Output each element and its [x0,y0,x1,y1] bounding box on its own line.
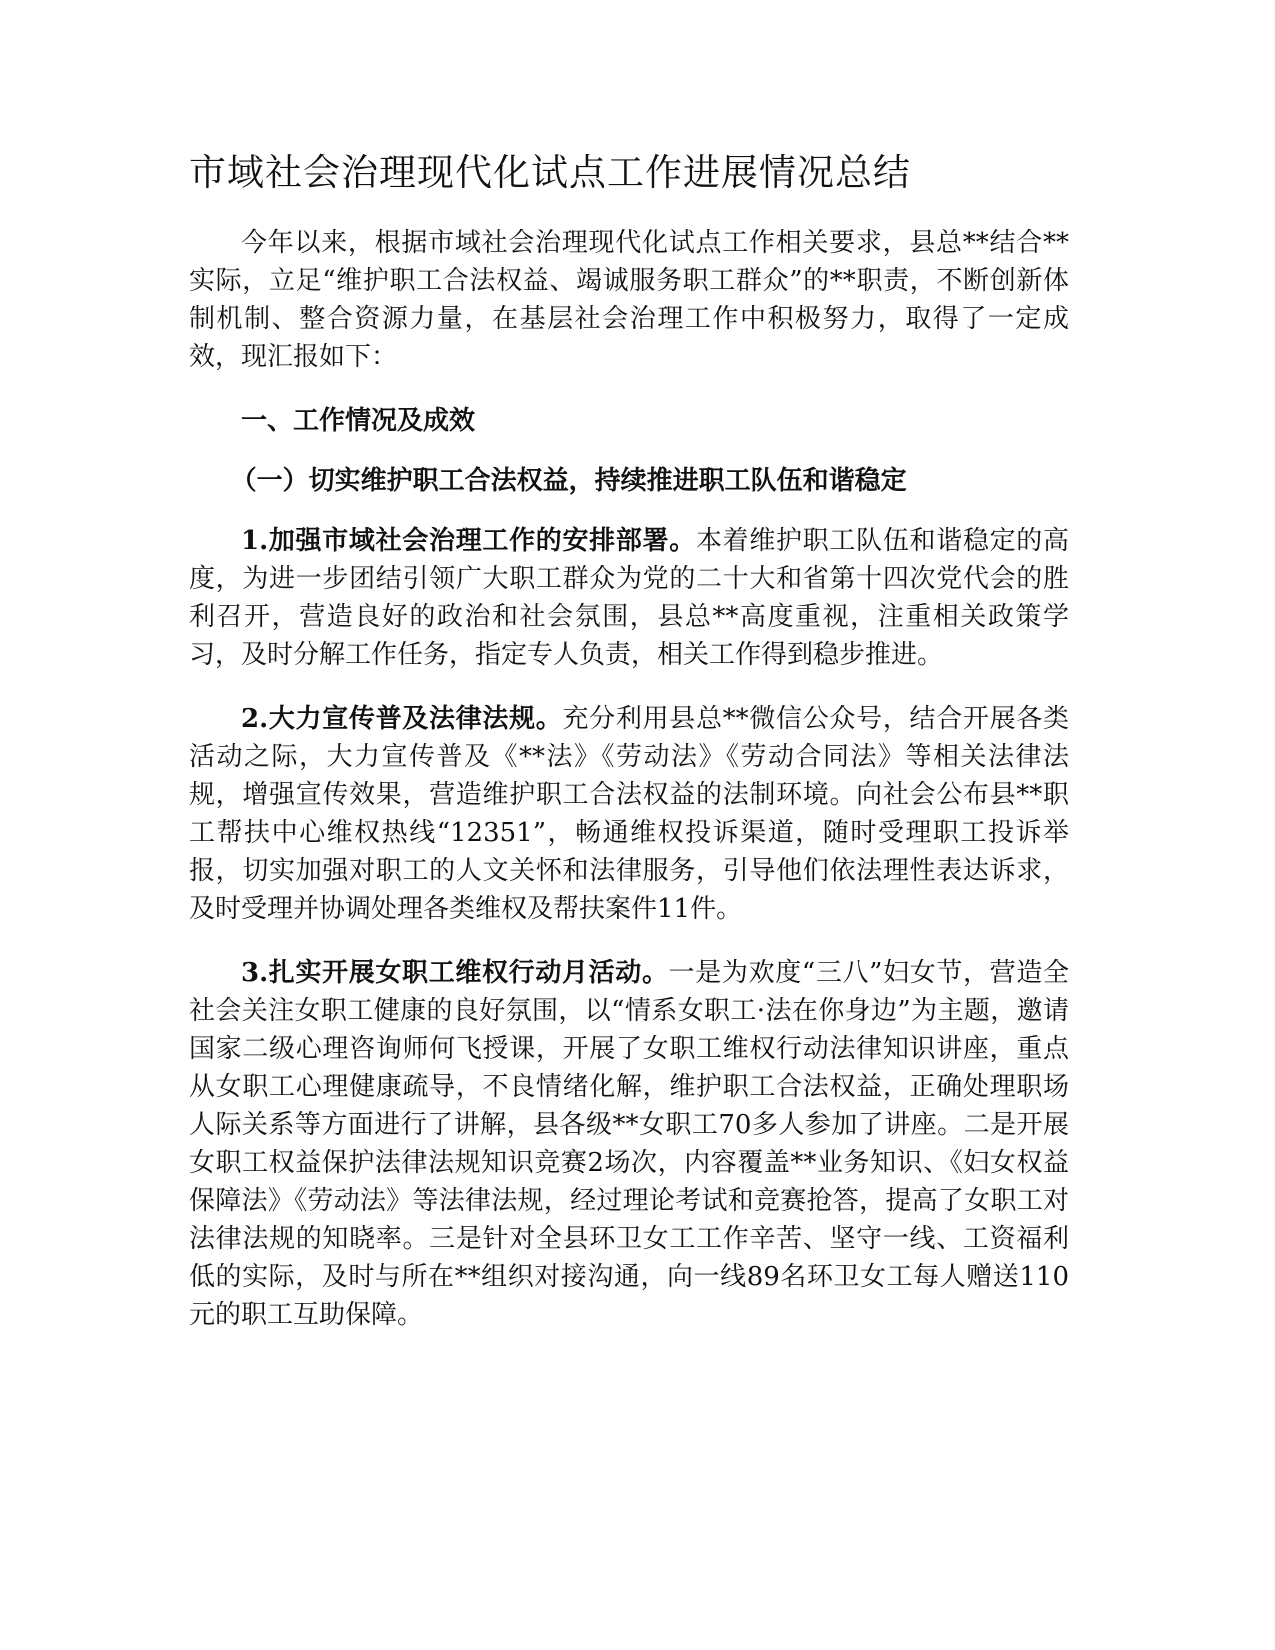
item-lead-3: 3.扎实开展女职工维权行动月活动。 [241,958,669,988]
section-heading: 一、工作情况及成效 [241,406,476,436]
item-paragraph-1 [189,522,1069,674]
item-lead-2: 2.大力宣传普及法律法规。 [241,704,563,734]
document-title: 市域社会治理现代化试点工作进展情况总结 [189,151,911,194]
item-lead-1: 1.加强市域社会治理工作的安排部署。 [241,526,696,556]
item-paragraph-2 [189,700,1069,928]
intro-paragraph: 今年以来，根据市域社会治理现代化试点工作相关要求，县总**结合**实际，立足“维护职工合法权益、竭诚服务职工群众”的**职责，不断创新体制机制、整合资源力量，在基层社会治理工作中积极努力，取得了一定成效，现汇报如下： [189,228,1069,372]
item-paragraph-3 [189,954,1069,1334]
item-text-1: 本着维护职工队伍和谐稳定的高度，为进一步团结引领广大职工群众为党的二十大和省第十四次党代会的胜利召开，营造良好的政治和社会氛围，县总**高度重视，注重相关政策学习，及时分解工作任务，指定专人负责，相关工作得到稳步推进。 [189,526,1069,670]
item-text-2: 充分利用县总**微信公众号，结合开展各类活动之际，大力宣传普及《**法》《劳动法》《劳动合同法》等相关法律法规，增强宣传效果，营造维护职工合法权益的法制环境。向社会公布县**职工帮扶中心维权热线“12351”，畅通维权投诉渠道，随时受理职工投诉举报，切实加强对职工的人文关怀和法律服务，引导他们依法理性表达诉求，及时受理并协调处理各类维权及帮扶案件11件。 [189,704,1069,924]
subsection-heading: （一）切实维护职工合法权益，持续推进职工队伍和谐稳定 [230,466,907,496]
item-text-3: 一是为欢度“三八”妇女节，营造全社会关注女职工健康的良好氛围，以“情系女职工·法在你身边”为主题，邀请国家二级心理咨询师何飞授课，开展了女职工维权行动法律知识讲座，重点从女职工心理健康疏导，不良情绪化解，维护职工合法权益，正确处理职场人际关系等方面进行了讲解，县各级**女职工70多人参加了讲座。二是开展女职工权益保护法律法规知识竞赛2场次，内容覆盖**业务知识、《妇女权益保障法》《劳动法》等法律法规，经过理论考试和竞赛抢答，提高了女职工对法律法规的知晓率。三是针对全县环卫女工工作辛苦、坚守一线、工资福利低的实际，及时与所在**组织对接沟通，向一线89名环卫女工每人赠送110元的职工互助保障。 [189,958,1069,1330]
document-body [189,148,1069,1334]
